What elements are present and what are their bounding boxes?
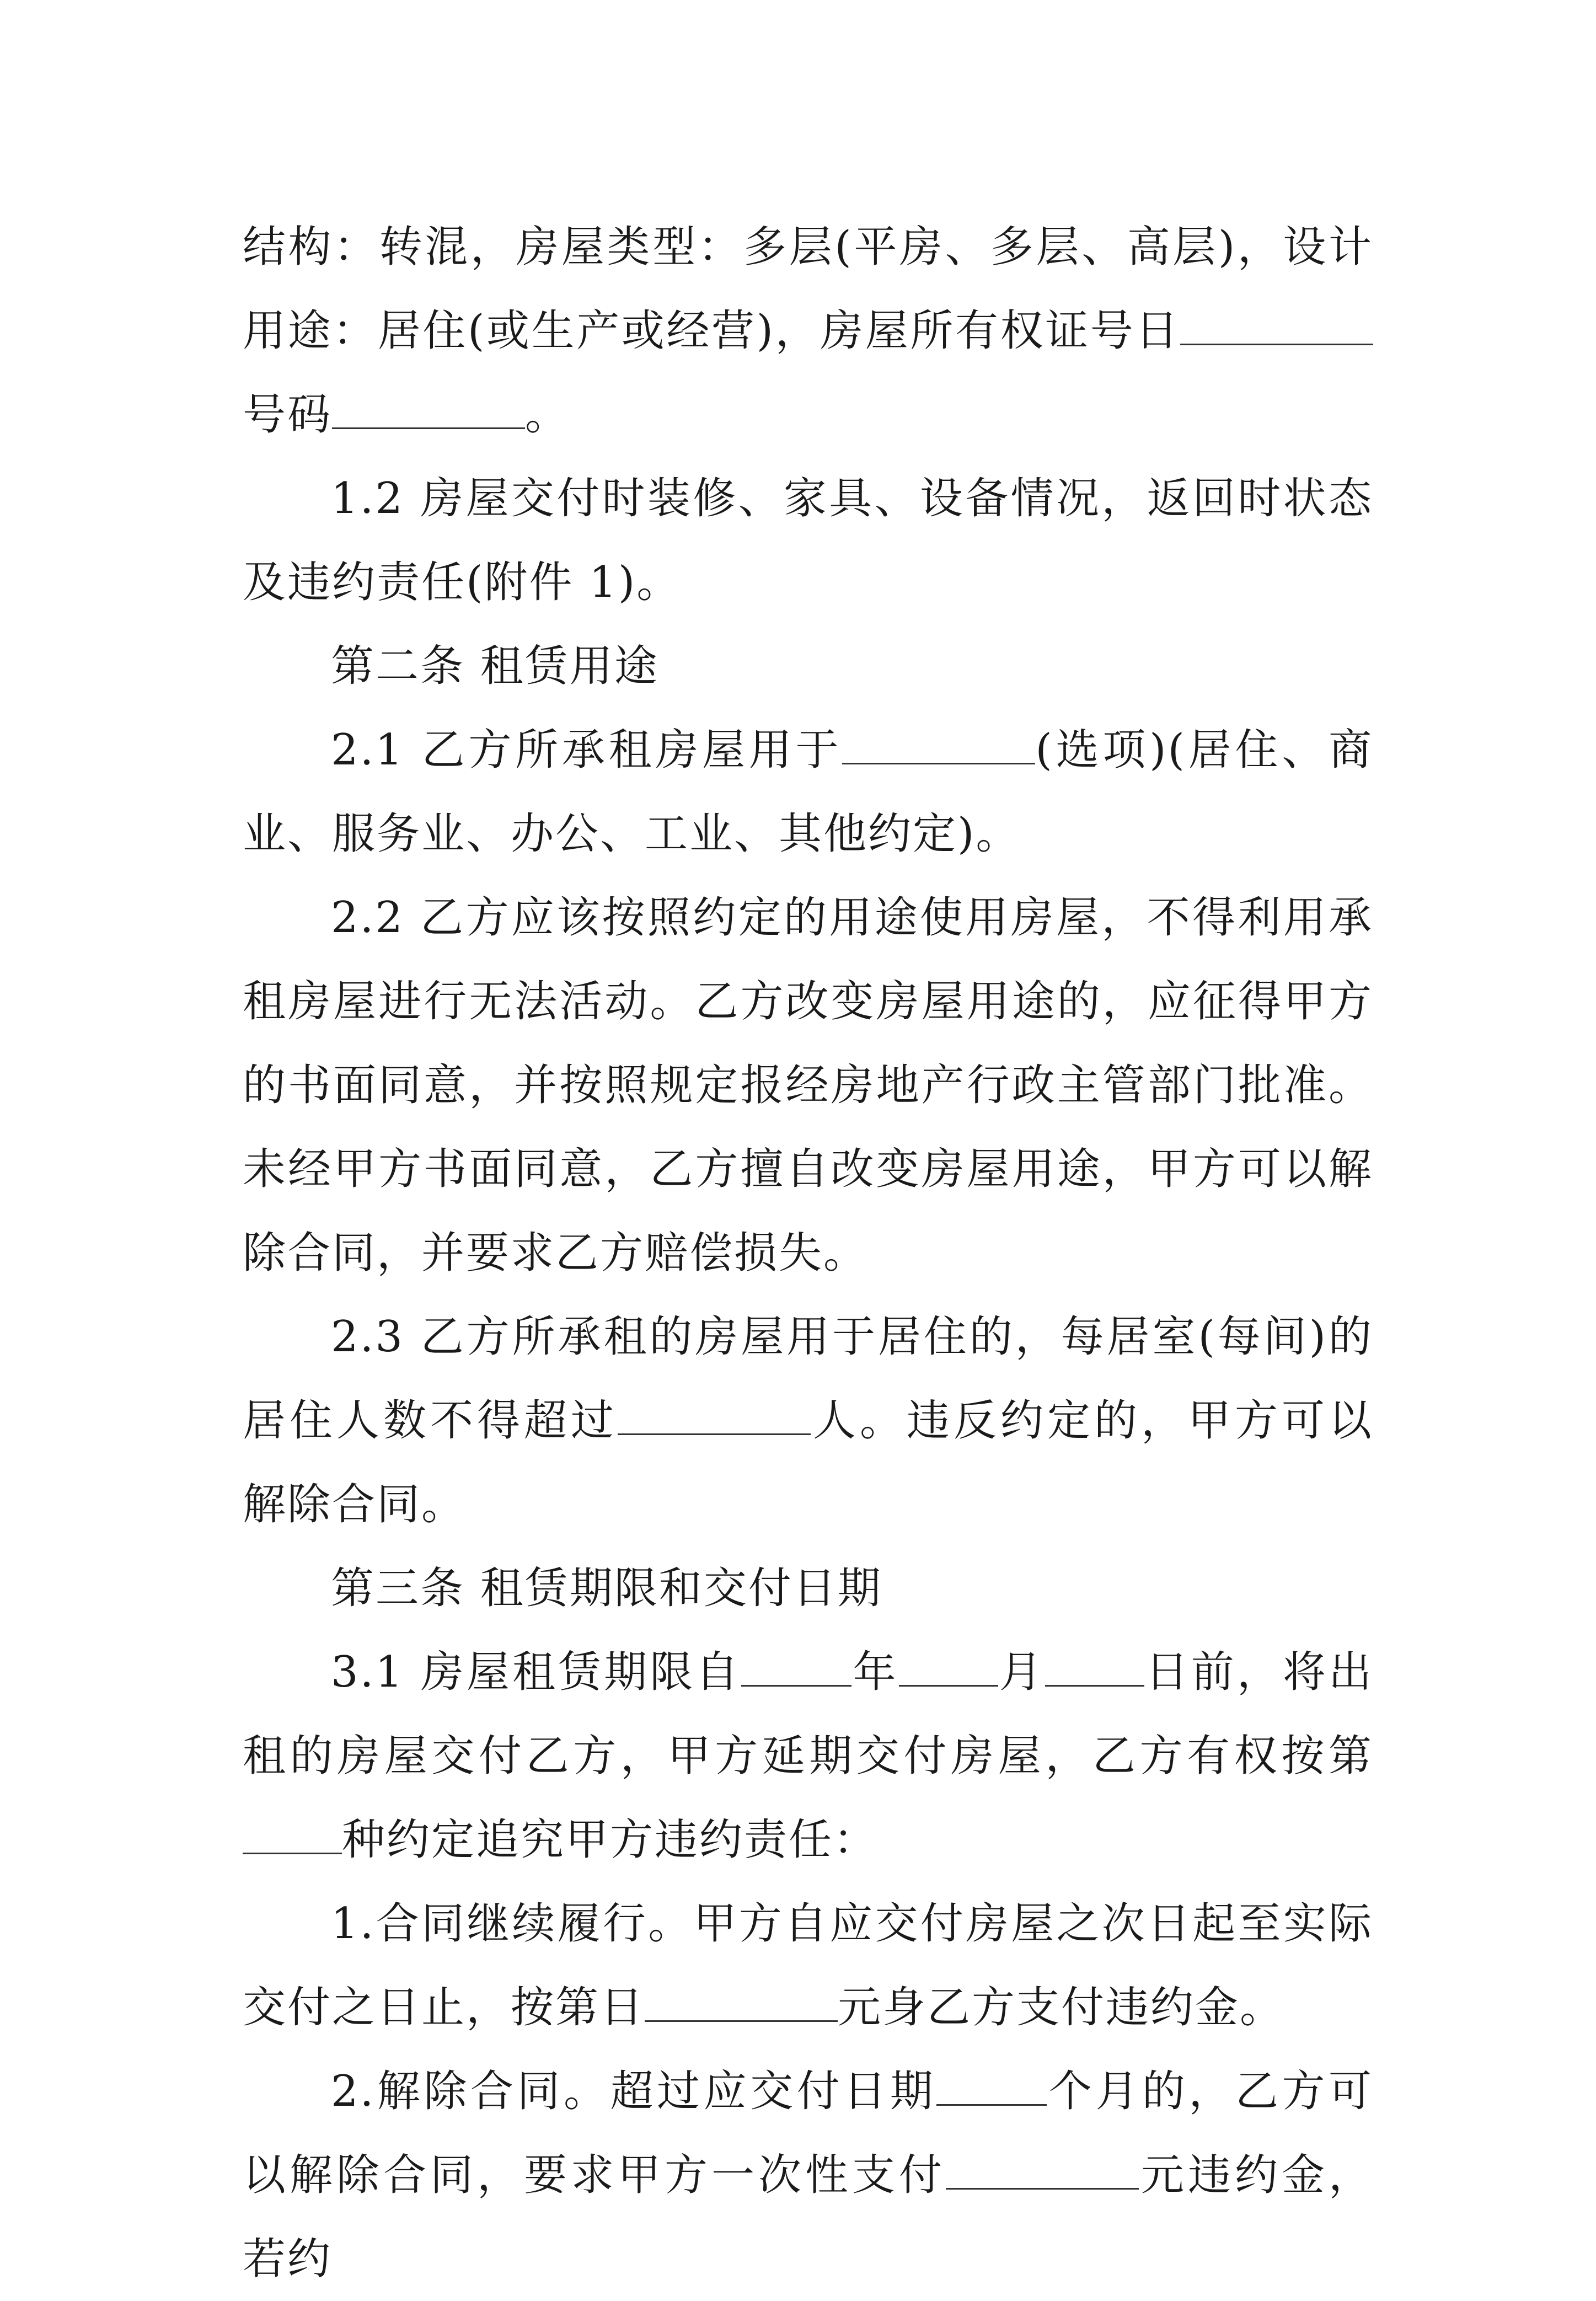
text-segment: 日前，将出租的房屋交付乙方，甲方延期交付房屋，乙方有权按第 [243,1647,1373,1781]
heading-article-3 [243,1547,1373,1630]
text-segment: 2.1 乙方所承租房屋用于 [331,725,843,775]
blank-line [936,2063,1047,2106]
text-segment: 年 [851,1647,899,1697]
blank-line [1045,1644,1144,1687]
blank-line [946,2147,1139,2190]
text-segment: 2.2 乙方应该按照约定的用途使用房屋，不得利用承租房屋进行无法活动。乙方改变房屋用途的，应征得甲方的书面同意，并按照规定报经房地产行政主管部门批准。未经甲方书面同意，乙方擅自改变房屋用途，甲方可以解除合同，并要求乙方赔偿损失。 [243,893,1373,1278]
paragraph-option-2 [243,2050,1373,2301]
blank-line [243,1812,342,1854]
paragraph-3-1 [243,1630,1373,1882]
text-segment: 种约定追究甲方违约责任： [342,1815,879,1865]
text-segment: 元违约金，若约 [243,2150,1373,2284]
text-segment: 1.合同继续履行。甲方自应交付房屋之次日起至实际交付之日止，按第日 [243,1899,1373,2032]
paragraph-2-1 [243,708,1373,876]
text-segment: 月 [998,1647,1045,1697]
text-segment: 1.2 房屋交付时装修、家具、设备情况，返回时状态及违约责任(附件 1)。 [243,474,1373,607]
blank-line [741,1644,851,1687]
blank-line [645,1979,838,2022]
document-body [243,205,1373,2301]
paragraph-2-2 [243,876,1373,1295]
blank-line [618,1393,811,1435]
blank-line [842,722,1035,764]
blank-line [899,1644,998,1687]
blank-line [332,387,525,429]
text-segment: 3.1 房屋租赁期限自 [331,1647,742,1697]
heading-text: 第三条 租赁期限和交付日期 [331,1564,882,1613]
text-segment: 。 [525,390,570,440]
text-segment: 2.解除合同。超过应交付日期 [331,2067,937,2116]
blank-line [1180,303,1373,345]
paragraph-2-3 [243,1295,1373,1547]
text-segment: 个月的，乙方可以解除合同，要求甲方一次性支付 [243,2067,1373,2200]
text-segment: 人。违反约定的，甲方可以解除合同。 [243,1396,1373,1529]
heading-article-2 [243,624,1373,708]
paragraph-1-2 [243,457,1373,624]
paragraph-building-info [243,205,1373,457]
text-segment: (选项)(居住、商业、服务业、办公、工业、其他约定)。 [243,725,1373,859]
text-segment: 2.3 乙方所承租的房屋用于居住的，每居室(每间)的居住人数不得超过 [243,1312,1373,1446]
text-segment: 结构：转混，房屋类型：多层(平房、多层、高层)，设计用途：居住(或生产或经营)，房屋所有权证号日 [243,222,1373,356]
text-segment: 元身乙方支付违约金。 [838,1983,1285,2032]
text-segment: 号码 [243,390,333,440]
heading-text: 第二条 租赁用途 [331,641,659,691]
paragraph-option-1 [243,1882,1373,2050]
